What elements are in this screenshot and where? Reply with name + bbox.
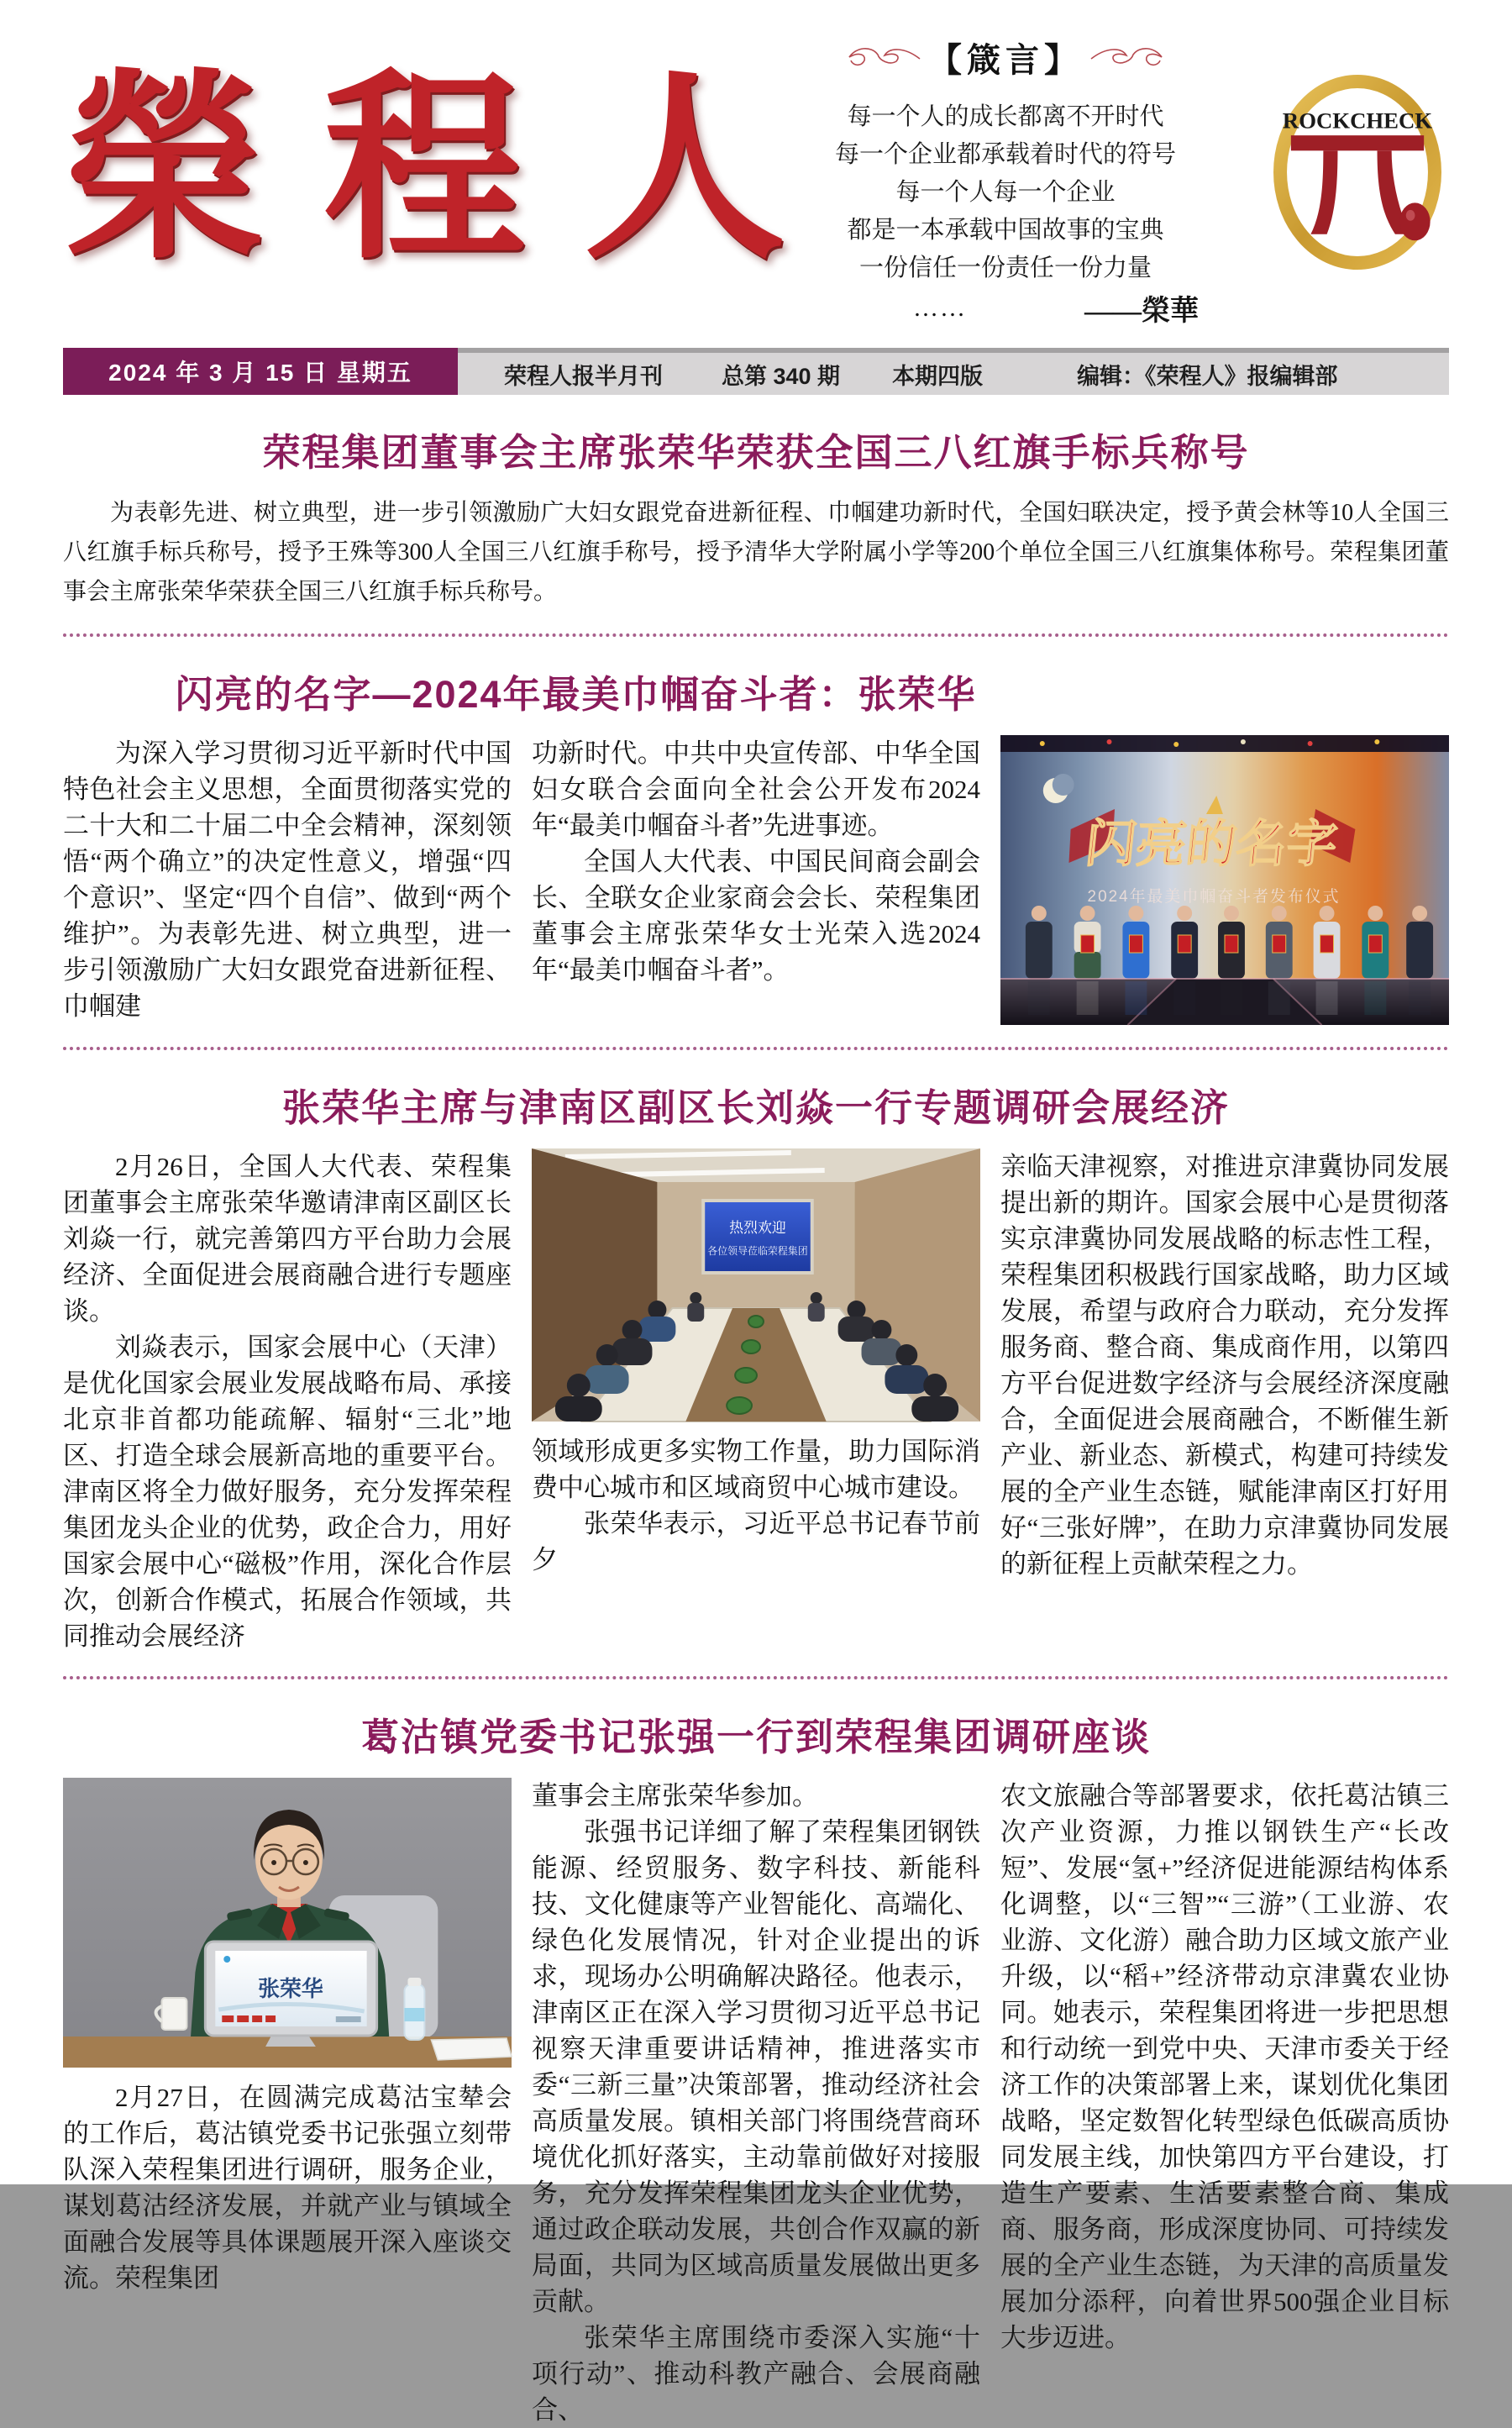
article4-column-3 — [1000, 1778, 1449, 2428]
dateline-bar — [63, 348, 1449, 395]
article2-title: 闪亮的名字—2024年最美巾帼奋斗者：张荣华 — [175, 673, 977, 716]
floor-reflections — [1028, 981, 1431, 1015]
paragraph: 为深入学习贯彻习近平新时代中国特色社会主义思想，全面贯彻落实党的二十大和二十届二中全会精神，深刻领悟“两个确立”的决定性意义，增强“四个意识”、坚定“四个自信”、做到“两个维护”。为表彰先进、树立典型，进一步引领激励广大妇女跟党奋进新征程、巾帼建 — [63, 738, 512, 1021]
article4-photo-chairwoman — [63, 1778, 512, 2068]
dotted-separator — [63, 1047, 1449, 1050]
paragraph: 董事会主席张荣华参加。 — [532, 1781, 818, 1810]
paragraph: 领域形成更多实物工作量，助力国际消费中心城市和区域商贸中心城市建设。 — [532, 1437, 980, 1502]
article-shining-name — [63, 664, 1449, 1025]
motto-title: 【箴言】 — [928, 42, 1083, 79]
article1-body: 为表彰先进、树立典型，进一步引领激励广大妇女跟党奋进新征程、巾帼建功新时代，全国妇联决定，授予黄会林等10人全国三八红旗手标兵称号，授予王殊等300人全国三八红旗手称号，授予清华大学附属小学等200个单位全国三八红旗集体称号。荣程集团董事会主席张荣华荣获全国三八红旗手标兵称号。 — [63, 500, 1449, 605]
article-honor-award — [63, 422, 1449, 612]
flourish-right-icon — [1088, 44, 1165, 72]
stage-subtitle-text: 2024年最美巾帼奋斗者发布仪式 — [1087, 887, 1341, 907]
article-gegu-research — [63, 1706, 1449, 2428]
motto-line: 每一个企业都承载着时代的符号 — [834, 141, 1176, 168]
paragraph: 功新时代。中共中央宣传部、中华全国妇女联合会面向全社会公开发布2024年“最美巾帼奋斗者”先进事迹。 — [532, 738, 980, 840]
article3-title: 张荣华主席与津南区副区长刘焱一行专题调研会展经济 — [281, 1086, 1230, 1129]
date-block: 2024 年 3 月 15 日 星期五 — [63, 348, 458, 395]
presentation-screen — [703, 1201, 812, 1273]
article3-column-3 — [1000, 1148, 1449, 1654]
flourish-left-icon — [846, 44, 923, 72]
article4-column-2 — [532, 1778, 980, 2428]
motto-footer — [787, 287, 1224, 328]
rockcheck-logo — [1268, 69, 1447, 280]
stage-logo-text: 闪亮的名字 — [1083, 816, 1341, 872]
newspaper-title: 榮程人 — [63, 50, 845, 286]
article2-photo-award-ceremony — [1000, 735, 1449, 1025]
motto-line: 都是一本承载中国故事的宝典 — [847, 217, 1164, 244]
motto-header — [787, 34, 1224, 81]
editor-credit: 编辑：《荣程人》报编辑部 — [1077, 363, 1338, 389]
paragraph: 全国人大代表、中国民间商会副会长、全联女企业家商会会长、荣程集团董事会主席张荣华女士光荣入选2024年“最美巾帼奋斗者”。 — [532, 847, 980, 985]
publication-info-bar — [458, 348, 1449, 395]
motto-signature: ——榮華 — [1084, 296, 1199, 327]
documents — [431, 2038, 512, 2060]
article3-column-1 — [63, 1148, 512, 1654]
motto-line: 每一个人的成长都离不开时代 — [847, 103, 1164, 130]
motto-line: 每一个人每一个企业 — [895, 179, 1116, 206]
paragraph: 2月26日，全国人大代表、荣程集团董事会主席张荣华邀请津南区副区长刘焱一行，就完善第四方平台助力会展经济、全面促进会展商融合进行专题座谈。 — [63, 1152, 512, 1326]
award-ceremony-stage-image — [1000, 735, 1449, 1025]
paragraph: 2月27日，在圆满完成葛沽宝辇会的工作后，葛沽镇党委书记张强立刻带队深入荣程集团进行调研，服务企业，谋划葛沽经济发展，并就产业与镇域全面融合发展等具体课题展开深入座谈交流。荣程集团 — [63, 2083, 512, 2293]
motto-line: 一份信任一份责任一份力量 — [858, 255, 1152, 281]
publication-name: 荣程人报半月刊 — [504, 363, 663, 389]
conference-room-image — [532, 1148, 980, 1422]
article-exhibition-economy — [63, 1077, 1449, 1654]
motto-block — [787, 34, 1224, 328]
award-recipients-row — [1026, 906, 1433, 979]
motto-lines — [787, 98, 1224, 287]
paragraph: 亲临天津视察，对推进京津冀协同发展提出新的期许。国家会展中心是贯彻落实京津冀协同发展战略的标志性工程，荣程集团积极践行国家战略，助力区域发展，希望与政府合力联动，充分发挥服务商、整合商、集成商作用，以第四方平台促进数字经济与会展经济深度融合，全面促进会展商融合，不断催生新产业、新业态、新模式，构建可持续发展的全产业生态链，赋能津南区打好用好“三张好牌”，在助力京津冀协同发展的新征程上贡献荣程之力。 — [1000, 1152, 1449, 1579]
edition-count: 本期四版 — [892, 363, 984, 389]
masthead — [63, 24, 1449, 344]
paragraph: 农文旅融合等部署要求，依托葛沽镇三次产业资源，力推以钢铁生产“长改短”、发展“氢+”经济促进能源结构体系化调整，以“三智”“三游”（工业游、农业游、文化游）融合助力区域文旅产业升级，以“稻+”经济带动京津冀农业协同。她表示，荣程集团将进一步把思想和行动统一到党中央、天津市委关于经济工作的决策部署上来，谋划优化集团战略，坚定数智化转型绿色低碳高质协同发展主线，加快第四方平台建设，打造生产要素、生活要素整合商、集成商、服务商，形成深度协同、可持续发展的全产业生态链，为天津的高质量发展加分添秤，向着世界500强企业目标大步迈进。 — [1000, 1781, 1449, 2352]
article4-column-1 — [63, 1778, 512, 2428]
article4-title: 葛沽镇党委书记张强一行到荣程集团调研座谈 — [360, 1716, 1151, 1758]
article3-photo-meeting-room — [532, 1148, 980, 1422]
issue-number: 总第 340 期 — [722, 363, 841, 389]
article2-column-1 — [63, 735, 512, 1025]
paragraph: 刘焱表示，国家会展中心（天津）是优化国家会展业发展战略布局、承接北京非首都功能疏解、辐射“三北”地区、打造全球会展新高地的重要平台。津南区将全力做好服务，充分发挥荣程集团龙头企业的优势，政企合力，用好国家会展中心“磁极”作用，深化合作层次，创新合作模式，拓展合作领域，共同推动会展经济 — [63, 1332, 512, 1651]
paragraph: 张荣华主席围绕市委深入实施“十项行动”、推动科教产融合、会展商融合、 — [532, 2323, 980, 2425]
nameplate-text: 张荣华 — [258, 1977, 323, 2002]
article3-column-2 — [532, 1148, 980, 1654]
rockcheck-logo-icon — [1268, 69, 1447, 276]
rockcheck-logo-text: ROCKCHECK — [1282, 108, 1433, 134]
dotted-separator — [63, 633, 1449, 637]
teacup — [162, 1998, 187, 2030]
paragraph: 张荣华表示，习近平总书记春节前夕 — [532, 1509, 980, 1574]
chairwoman-portrait-image — [63, 1778, 512, 2068]
screen-red-markers — [222, 2015, 276, 2022]
screen-text-line2: 各位领导莅临荣程集团 — [707, 1244, 808, 1258]
article2-column-2 — [532, 735, 980, 1025]
screen-text-line1: 热烈欢迎 — [729, 1219, 786, 1237]
motto-ellipsis: …… — [913, 293, 967, 322]
dotted-separator — [63, 1676, 1449, 1679]
article1-title: 荣程集团董事会主席张荣华荣获全国三八红旗手标兵称号 — [262, 431, 1250, 474]
paragraph: 张强书记详细了解了荣程集团钢铁能源、经贸服务、数字科技、新能科技、文化健康等产业智能化、高端化、绿色化发展情况，针对企业提出的诉求，现场办公明确解决路径。他表示，津南区正在深入学习贯彻习近平总书记视察天津重要讲话精神，推进落实市委“三新三量”决策部署，推动经济社会高质量发展。镇相关部门将围绕营商环境优化抓好落实，主动靠前做好对接服务，充分发挥荣程集团龙头企业优势，通过政企联动发展，共创合作双赢的新局面，共同为区域高质量发展做出更多贡献。 — [532, 1817, 980, 2316]
